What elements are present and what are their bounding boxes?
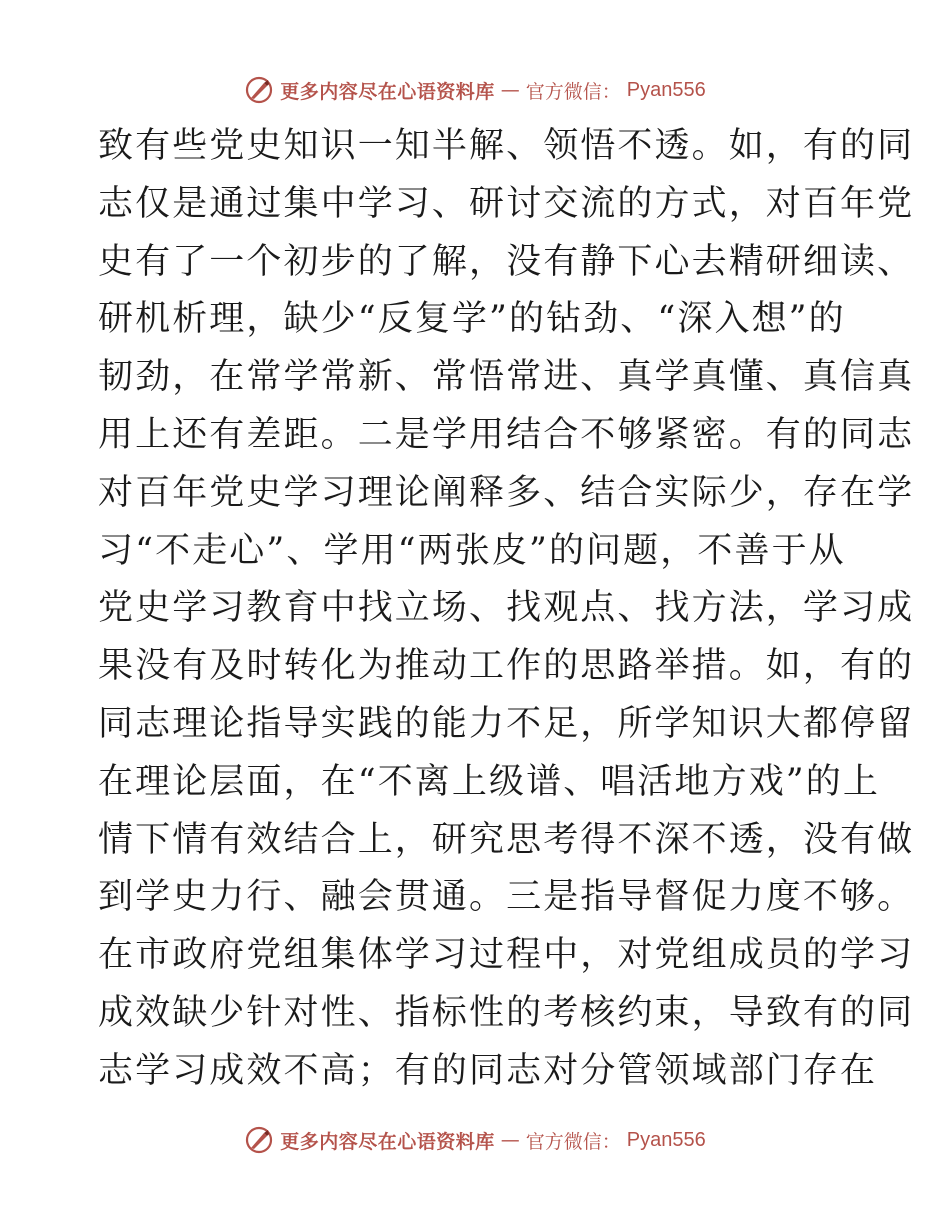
body-line: 对百年党史学习理论阐释多、结合实际少，存在学 <box>98 472 915 513</box>
body-line: 在理论层面，在“不离上级谱、唱活地方戏”的上 <box>98 761 880 802</box>
body-line: 研机析理，缺少“反复学”的钻劲、“深入想”的 <box>98 299 846 340</box>
watermark-separator: — <box>500 79 520 101</box>
body-line: 致有些党史知识一知半解、领悟不透。如，有的同 <box>98 126 915 166</box>
watermark-label: 官方微信： <box>525 80 621 103</box>
body-line: 情下情有效结合上，研究思考得不深不透，没有做 <box>98 819 915 860</box>
watermark-label: 官方微信： <box>525 1130 621 1153</box>
body-line: 到学史力行、融会贯通。三是指导督促力度不够。 <box>98 877 915 918</box>
body-line: 果没有及时转化为推动工作的思路举措。如，有的 <box>98 646 915 687</box>
body-line: 韧劲，在常学常新、常悟常进、真学真懂、真信真 <box>98 357 915 398</box>
watermark-separator: — <box>500 1129 520 1151</box>
body-line: 志仅是通过集中学习、研讨交流的方式，对百年党 <box>98 183 915 224</box>
watermark-brand-text: 更多内容尽在心语资料库 <box>280 1130 495 1153</box>
watermark-brand-text: 更多内容尽在心语资料库 <box>280 80 495 103</box>
body-line: 习“不走心”、学用“两张皮”的问题，不善于从 <box>98 530 846 571</box>
document-body <box>98 118 915 1101</box>
body-line: 在市政府党组集体学习过程中，对党组成员的学习 <box>98 935 915 976</box>
body-line: 史有了一个初步的了解，没有静下心去精研细读、 <box>98 241 915 282</box>
body-line: 同志理论指导实践的能力不足，所学知识大都停留 <box>98 703 915 744</box>
body-line: 志学习成效不高；有的同志对分管领域部门存在 <box>98 1050 878 1091</box>
body-line: 党史学习教育中找立场、找观点、找方法，学习成 <box>98 588 915 629</box>
body-line: 成效缺少针对性、指标性的考核约束，导致有的同 <box>98 992 915 1033</box>
watermark-id: Pyan556 <box>626 1128 706 1151</box>
header-watermark <box>0 70 950 110</box>
watermark-id: Pyan556 <box>626 78 706 101</box>
footer-watermark <box>0 1120 950 1160</box>
quill-circle-icon <box>244 1125 274 1155</box>
quill-circle-icon <box>244 75 274 105</box>
body-line: 用上还有差距。二是学用结合不够紧密。有的同志 <box>98 414 915 455</box>
